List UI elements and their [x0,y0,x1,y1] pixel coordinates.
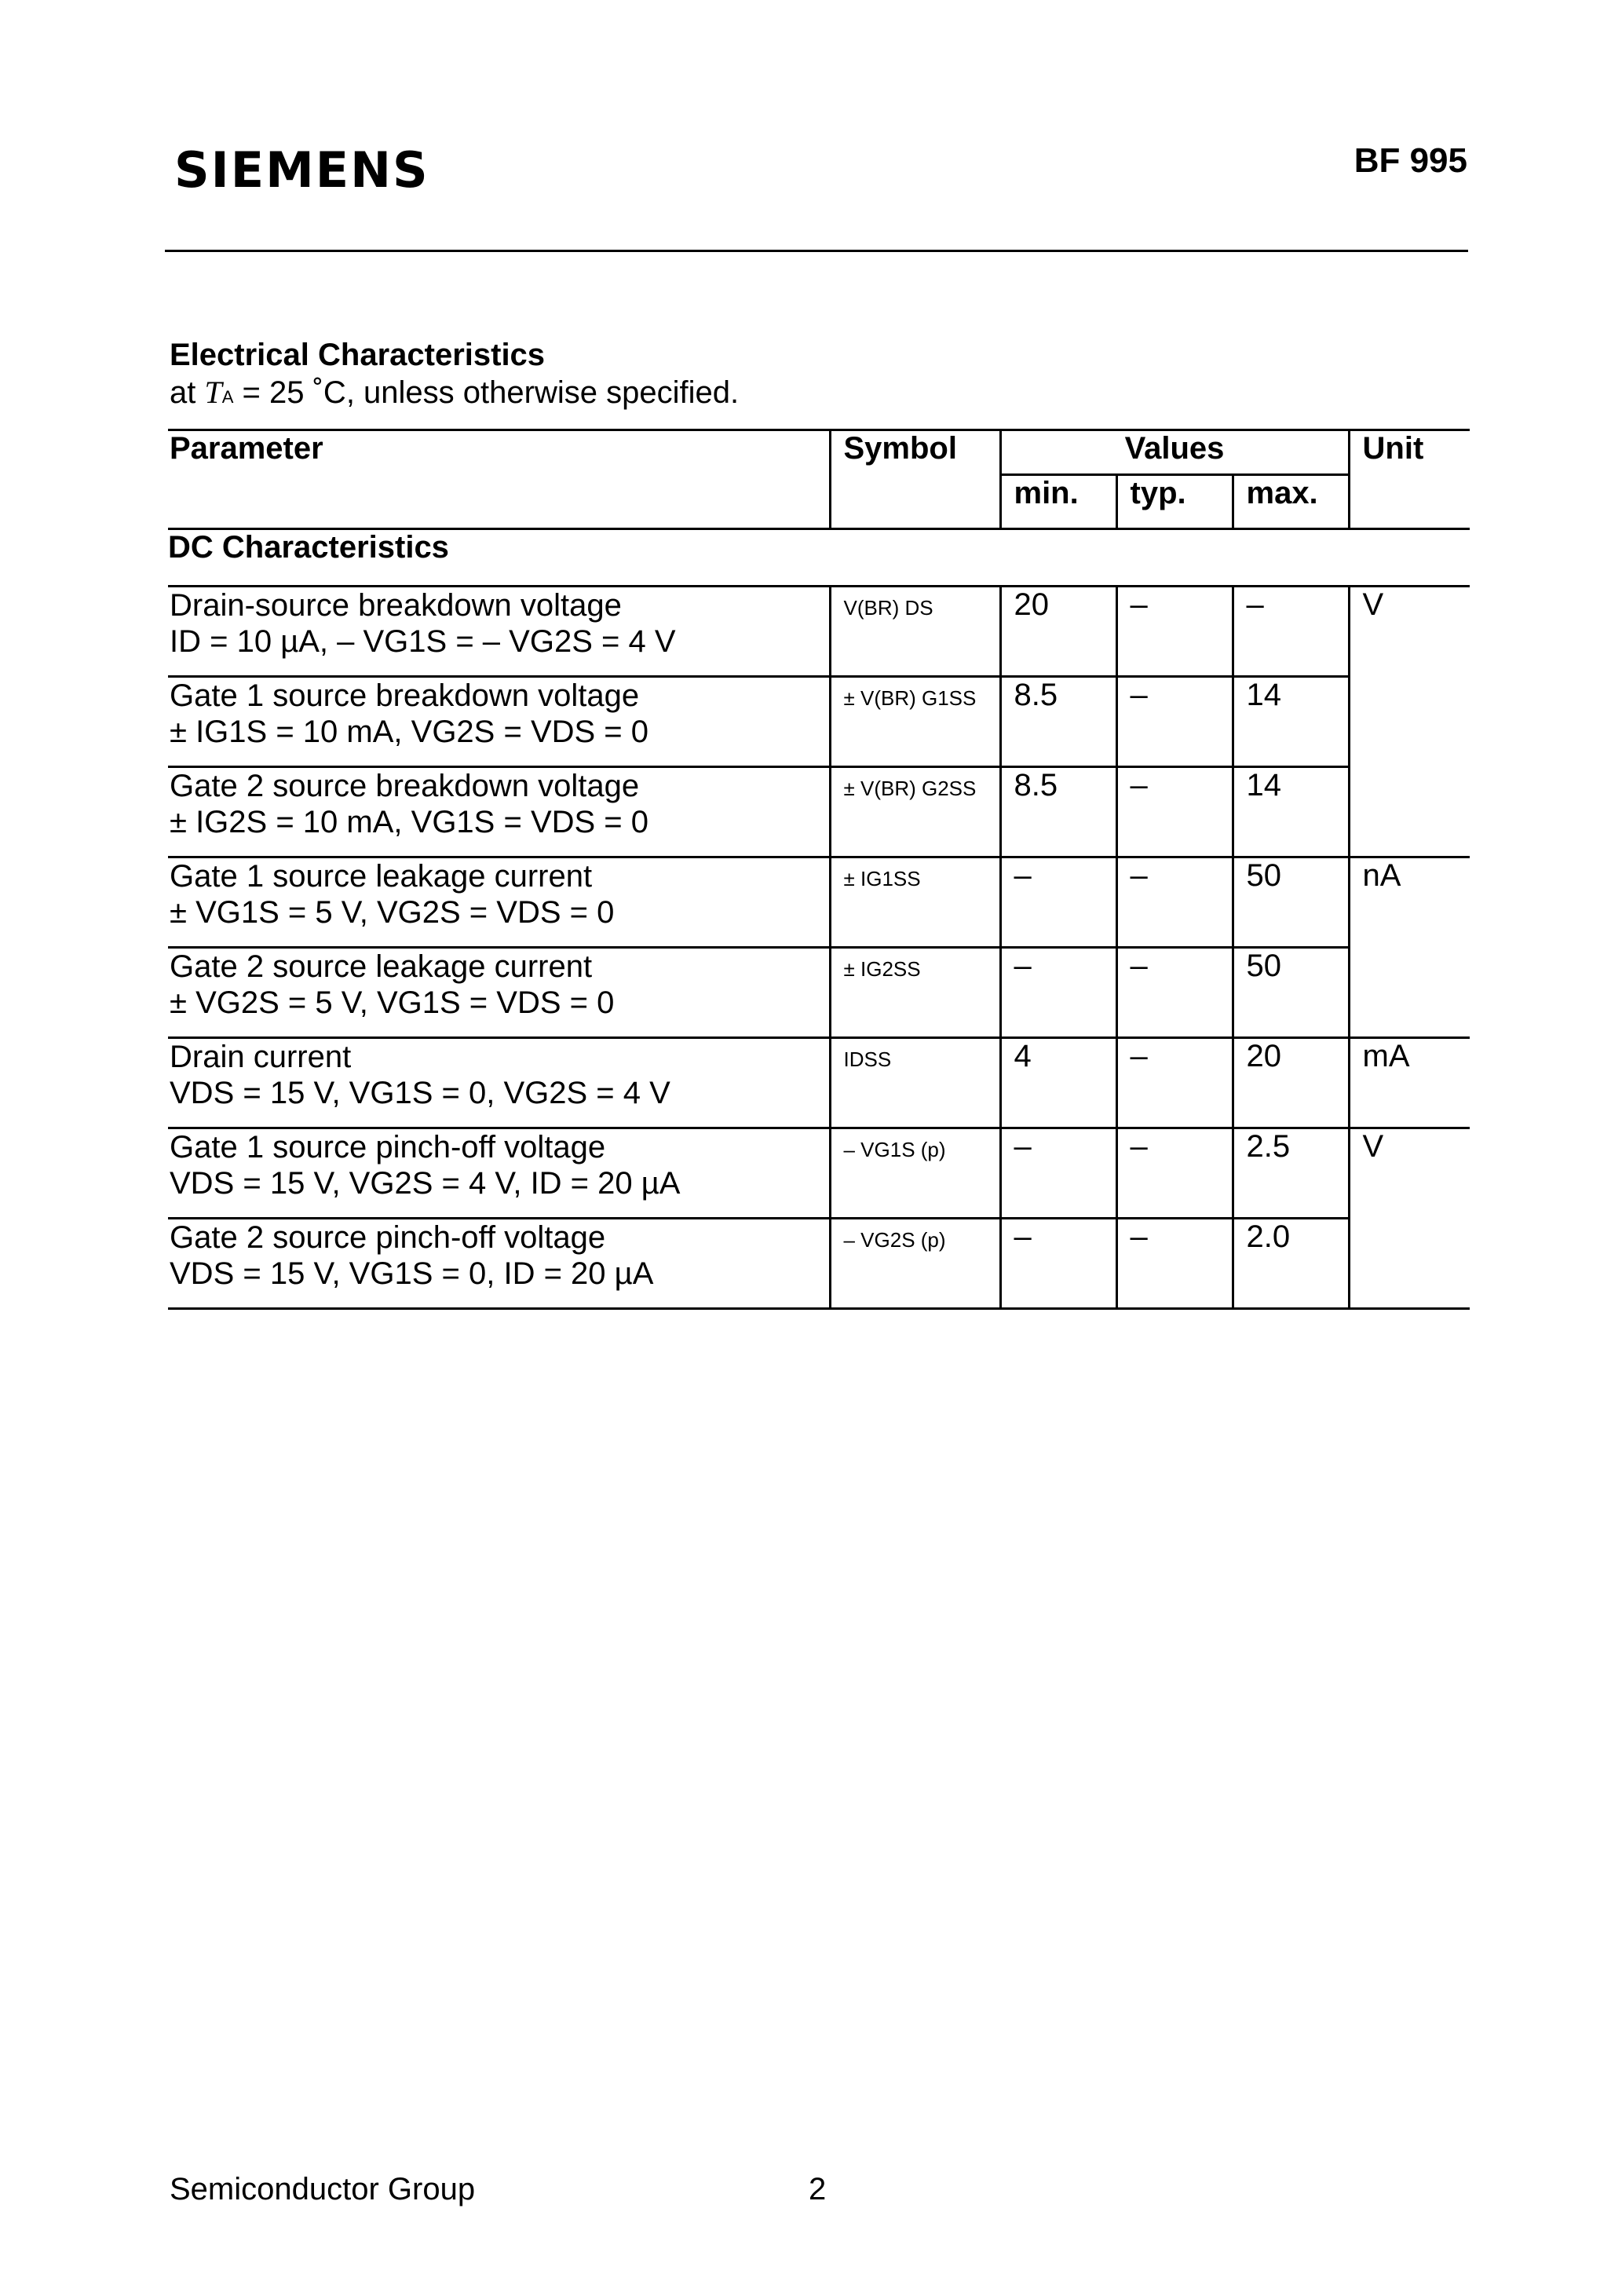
symbol-cell [830,948,1000,1038]
header-rule [165,250,1468,252]
parameter-conditions: ± IG2S = 10 mA, VG1S = VDS = 0 [170,805,649,839]
parameter-conditions: ID = 10 µA, – VG1S = – VG2S = 4 V [170,624,676,659]
symbol-text: ± IG1SS [843,867,921,890]
unit-value [1349,677,1470,767]
subtitle-var: T [204,375,222,410]
typ-value: – [1116,1128,1233,1219]
parameter-cell [168,948,830,1038]
symbol-text: – VG1S (p) [843,1138,946,1161]
parameter-cell [168,1128,830,1219]
table-row [168,857,1470,948]
parameter-name: Gate 2 source breakdown voltage [170,769,640,803]
header-min: min. [1000,475,1116,529]
symbol-cell [830,1038,1000,1128]
min-value: 8.5 [1000,677,1116,767]
min-value: 4 [1000,1038,1116,1128]
max-value: 2.0 [1233,1219,1349,1309]
parameter-name: Gate 2 source leakage current [170,949,593,984]
symbol-text: – VG2S (p) [843,1228,946,1252]
table-body [168,587,1470,1309]
electrical-characteristics-table [168,429,1470,1310]
table-row [168,1219,1470,1309]
symbol-text: ± IG2SS [843,957,921,981]
unit-value: V [1349,587,1470,677]
unit-value [1349,1219,1470,1309]
table-row [168,767,1470,857]
parameter-conditions: VDS = 15 V, VG2S = 4 V, ID = 20 µA [170,1166,681,1201]
parameter-name: Drain-source breakdown voltage [170,588,622,623]
parameter-cell [168,1038,830,1128]
min-value: 8.5 [1000,767,1116,857]
typ-value: – [1116,1038,1233,1128]
header-typ: typ. [1116,475,1233,529]
symbol-text: V(BR) DS [843,596,933,620]
subtitle-rest: = 25 ˚C, unless otherwise specified. [233,375,740,410]
symbol-cell [830,857,1000,948]
part-number: BF 995 [1353,141,1467,180]
parameter-conditions: ± VG1S = 5 V, VG2S = VDS = 0 [170,895,615,930]
page-number: 2 [809,2172,827,2206]
subtitle-prefix: at [170,375,205,410]
typ-value: – [1116,767,1233,857]
min-value: – [1000,948,1116,1038]
table-row [168,677,1470,767]
parameter-conditions: VDS = 15 V, VG1S = 0, VG2S = 4 V [170,1076,670,1110]
max-value: 14 [1233,767,1349,857]
min-value: – [1000,1128,1116,1219]
parameter-cell [168,767,830,857]
max-value: 20 [1233,1038,1349,1128]
unit-value: V [1349,1128,1470,1219]
header-unit: Unit [1349,430,1470,529]
table-row [168,1038,1470,1128]
symbol-text: ± V(BR) G2SS [843,777,977,800]
section-title: Electrical Characteristics [170,338,546,372]
symbol-cell [830,677,1000,767]
unit-value [1349,948,1470,1038]
symbol-cell [830,767,1000,857]
header-symbol: Symbol [830,430,1000,529]
unit-value: nA [1349,857,1470,948]
parameter-name: Gate 1 source breakdown voltage [170,678,640,713]
header-max: max. [1233,475,1349,529]
symbol-cell [830,1128,1000,1219]
symbol-cell [830,1219,1000,1309]
max-value: – [1233,587,1349,677]
parameter-cell [168,857,830,948]
typ-value: – [1116,587,1233,677]
typ-value: – [1116,1219,1233,1309]
group-dc-characteristics: DC Characteristics [168,529,1470,587]
parameter-conditions: ± IG1S = 10 mA, VG2S = VDS = 0 [170,715,649,749]
parameter-name: Drain current [170,1040,352,1074]
typ-value: – [1116,948,1233,1038]
min-value: 20 [1000,587,1116,677]
parameter-cell [168,587,830,677]
unit-value [1349,767,1470,857]
symbol-text: ± V(BR) G1SS [843,686,977,710]
parameter-cell [168,1219,830,1309]
max-value: 50 [1233,948,1349,1038]
typ-value: – [1116,857,1233,948]
symbol-text: IDSS [843,1047,892,1071]
symbol-cell [830,587,1000,677]
parameter-name: Gate 1 source leakage current [170,859,593,894]
unit-value: mA [1349,1038,1470,1128]
table-row [168,1128,1470,1219]
siemens-logo: SIEMENS [174,141,429,199]
table-row [168,587,1470,677]
max-value: 2.5 [1233,1128,1349,1219]
parameter-cell [168,677,830,767]
max-value: 14 [1233,677,1349,767]
subtitle-var-sub: A [221,387,234,407]
header-values: Values [1000,430,1349,475]
parameter-conditions: VDS = 15 V, VG1S = 0, ID = 20 µA [170,1256,654,1291]
max-value: 50 [1233,857,1349,948]
table-row [168,948,1470,1038]
parameter-name: Gate 1 source pinch-off voltage [170,1130,606,1164]
min-value: – [1000,1219,1116,1309]
typ-value: – [1116,677,1233,767]
header-parameter: Parameter [168,430,830,529]
min-value: – [1000,857,1116,948]
parameter-name: Gate 2 source pinch-off voltage [170,1220,606,1255]
parameter-conditions: ± VG2S = 5 V, VG1S = VDS = 0 [170,985,615,1020]
section-subtitle [170,377,739,408]
footer-company: Semiconductor Group [170,2172,476,2206]
